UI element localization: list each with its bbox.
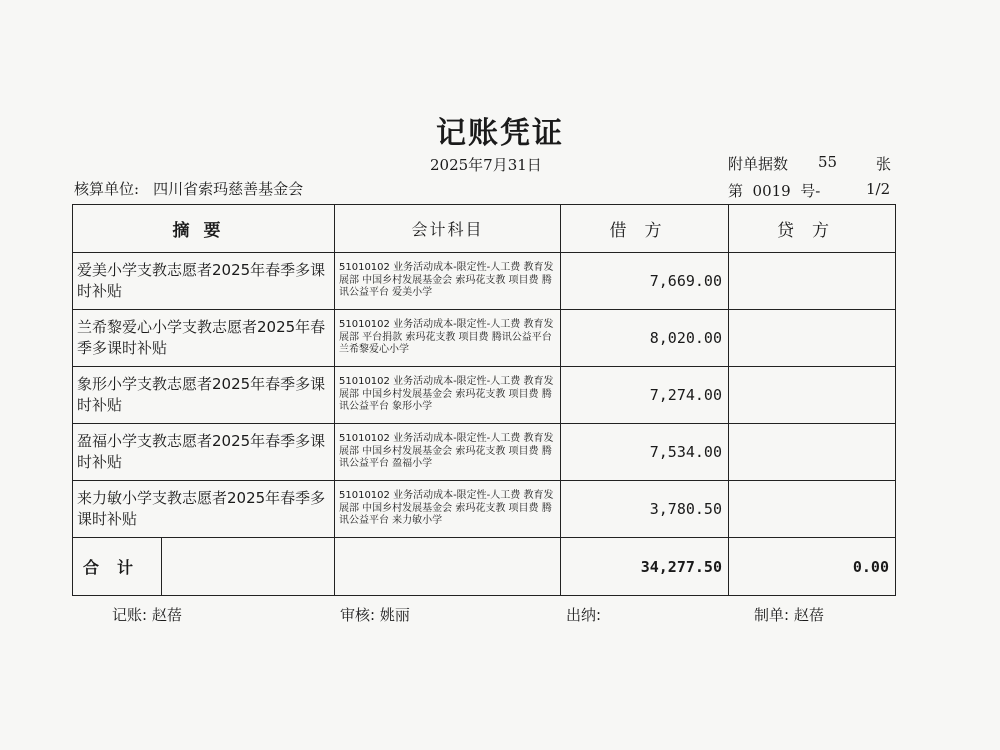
table-header-row (73, 205, 896, 253)
row-subject: 51010102 业务活动成本-限定性-人工费 教育发展部 中国乡村发展基金会 索玛花支教 项目费 腾讯公益平台 象形小学 (335, 367, 561, 424)
table-row (73, 310, 896, 367)
row-credit (729, 424, 896, 481)
bookkeeper: 记账: 赵蓓 (112, 606, 182, 624)
row-subject: 51010102 业务活动成本-限定性-人工费 教育发展部 平台捐款 索玛花支教 项目费 腾讯公益平台 兰希黎爱心小学 (335, 310, 561, 367)
total-debit: 34,277.50 (561, 538, 729, 596)
row-debit: 7,669.00 (561, 253, 729, 310)
table-row (73, 481, 896, 538)
row-summary: 来力敏小学支教志愿者2025年春季多课时补贴 (73, 481, 335, 538)
total-row (73, 538, 896, 596)
row-summary: 爱美小学支教志愿者2025年春季多课时补贴 (73, 253, 335, 310)
table-row (73, 367, 896, 424)
attachments-unit: 张 (876, 155, 892, 173)
total-label: 合计 (73, 538, 162, 595)
row-debit: 7,534.00 (561, 424, 729, 481)
header-summary: 摘要 (73, 205, 335, 253)
row-summary: 盈福小学支教志愿者2025年春季多课时补贴 (73, 424, 335, 481)
reviewer: 审核: 姚丽 (340, 606, 410, 624)
accounting-unit-name: 四川省索玛慈善基金会 (153, 180, 304, 198)
voucher-date: 2025年7月31日 (430, 156, 542, 174)
row-debit: 8,020.00 (561, 310, 729, 367)
attachments-count: 55 (818, 153, 838, 171)
row-summary: 象形小学支教志愿者2025年春季多课时补贴 (73, 367, 335, 424)
row-debit: 3,780.50 (561, 481, 729, 538)
table-row (73, 253, 896, 310)
header-debit: 借方 (561, 205, 729, 253)
row-subject: 51010102 业务活动成本-限定性-人工费 教育发展部 中国乡村发展基金会 索玛花支教 项目费 腾讯公益平台 爱美小学 (335, 253, 561, 310)
preparer: 制单: 赵蓓 (754, 606, 824, 624)
row-credit (729, 481, 896, 538)
row-credit (729, 253, 896, 310)
header-subject: 会计科目 (335, 205, 561, 253)
total-label-cell (73, 538, 335, 596)
table-row (73, 424, 896, 481)
accounting-unit (74, 178, 317, 199)
row-subject: 51010102 业务活动成本-限定性-人工费 教育发展部 中国乡村发展基金会 索玛花支教 项目费 腾讯公益平台 盈福小学 (335, 424, 561, 481)
attachments-label: 附单据数 (728, 155, 789, 173)
row-summary: 兰希黎爱心小学支教志愿者2025年春季多课时补贴 (73, 310, 335, 367)
cashier: 出纳: (566, 606, 602, 624)
row-debit: 7,274.00 (561, 367, 729, 424)
voucher-title: 记账凭证 (436, 116, 564, 151)
header-credit: 贷方 (729, 205, 896, 253)
total-subject-cell (335, 538, 561, 596)
voucher-page-number: 1/2 (866, 180, 891, 198)
row-subject: 51010102 业务活动成本-限定性-人工费 教育发展部 中国乡村发展基金会 索玛花支教 项目费 腾讯公益平台 来力敏小学 (335, 481, 561, 538)
accounting-unit-label: 核算单位: (74, 180, 140, 198)
voucher-number: 第 0019 号- (728, 182, 821, 200)
voucher-table (72, 204, 896, 596)
total-credit: 0.00 (729, 538, 896, 596)
row-credit (729, 367, 896, 424)
row-credit (729, 310, 896, 367)
